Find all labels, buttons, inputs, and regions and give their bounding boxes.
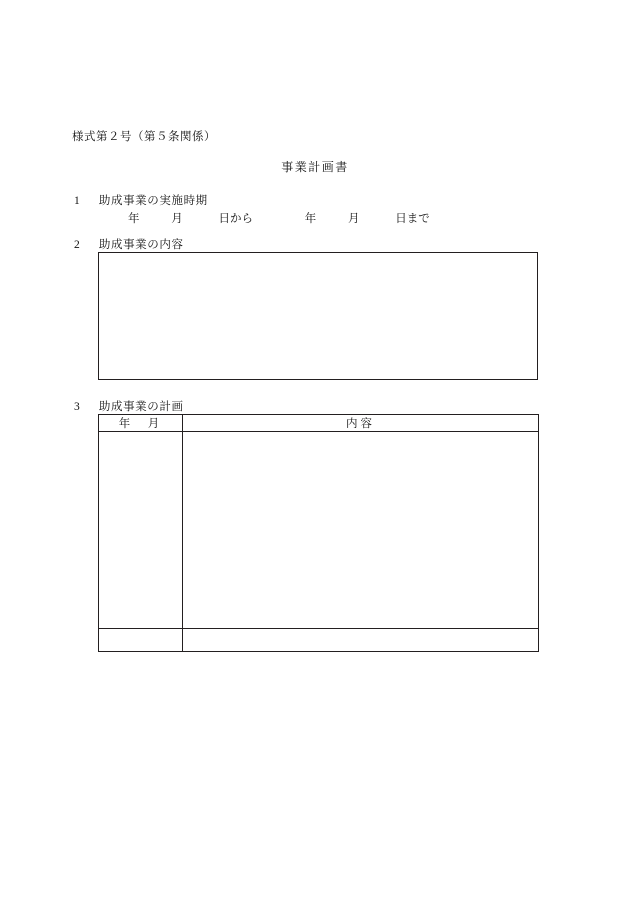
cell-content[interactable] bbox=[183, 432, 539, 629]
section-number-1: 1 bbox=[74, 195, 80, 207]
cell-month[interactable] bbox=[99, 432, 183, 629]
business-content-box[interactable] bbox=[98, 252, 538, 380]
section-heading-1 bbox=[74, 192, 208, 208]
plan-table bbox=[98, 414, 539, 652]
cell-month[interactable] bbox=[99, 629, 183, 652]
section-heading-2 bbox=[74, 236, 184, 252]
page-title: 事業計画書 bbox=[281, 160, 349, 174]
cell-content[interactable] bbox=[183, 629, 539, 652]
table-header-row bbox=[99, 415, 539, 432]
section-number-3: 3 bbox=[74, 401, 80, 413]
to-month-label: 月 bbox=[348, 213, 360, 225]
to-day-label: 日まで bbox=[395, 213, 430, 225]
implementation-period-line bbox=[128, 210, 430, 226]
from-month-label: 月 bbox=[171, 213, 183, 225]
from-day-label: 日から bbox=[218, 213, 253, 225]
section-number-2: 2 bbox=[74, 239, 80, 251]
section-label-3: 助成事業の計画 bbox=[98, 401, 184, 413]
section-label-1: 助成事業の実施時期 bbox=[98, 195, 208, 207]
table-row bbox=[99, 629, 539, 652]
column-header-month: 年 月 bbox=[99, 415, 183, 432]
section-heading-3 bbox=[74, 398, 184, 414]
from-year-label: 年 bbox=[128, 213, 140, 225]
to-year-label: 年 bbox=[304, 213, 317, 225]
column-header-content: 内容 bbox=[183, 415, 539, 432]
table-row bbox=[99, 432, 539, 629]
form-number: 様式第２号（第５条関係） bbox=[72, 131, 216, 143]
section-label-2: 助成事業の内容 bbox=[98, 239, 184, 251]
